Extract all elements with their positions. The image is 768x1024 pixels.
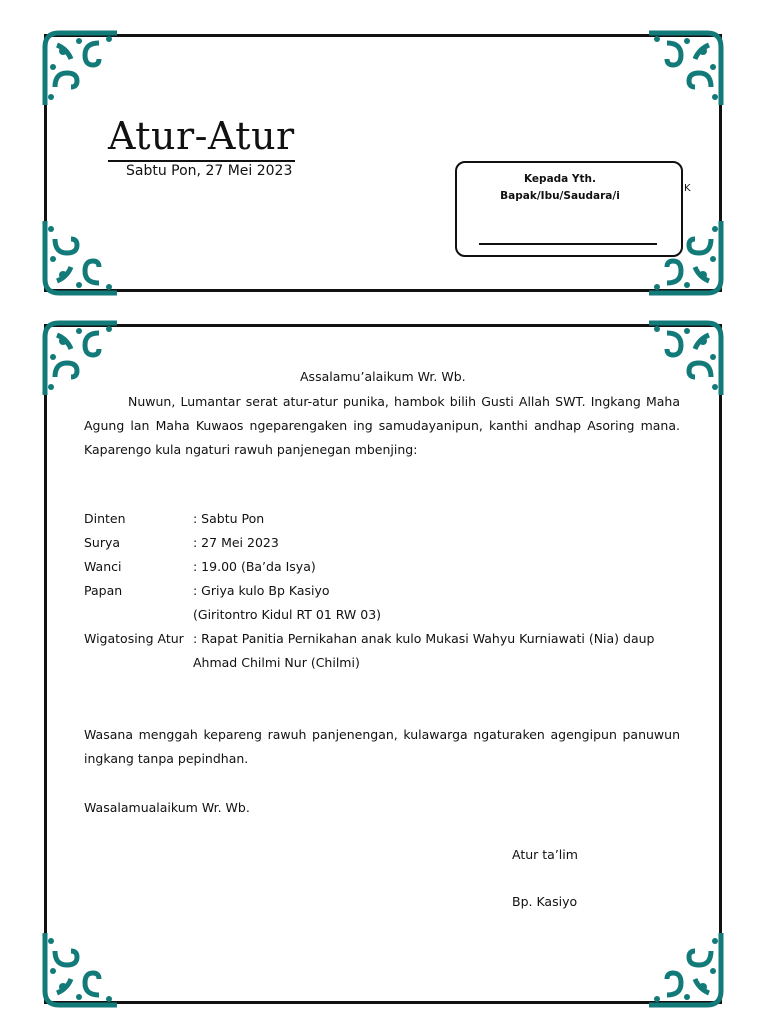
address-line-1: Kepada Yth. bbox=[523, 173, 597, 185]
corner-ornament-icon bbox=[643, 27, 727, 111]
signature-role: Atur ta’lim bbox=[512, 847, 578, 862]
page-title: Atur-Atur bbox=[108, 114, 295, 162]
corner-ornament-icon bbox=[643, 317, 727, 401]
header-date: Sabtu Pon, 27 Mei 2023 bbox=[126, 163, 293, 179]
detail-label: Wanci bbox=[84, 559, 122, 574]
detail-value: : Sabtu Pon bbox=[193, 511, 265, 526]
detail-label: Dinten bbox=[84, 511, 126, 526]
address-side-mark: K bbox=[684, 183, 691, 194]
detail-value-continued: (Giritontro Kidul RT 01 RW 03) bbox=[193, 607, 382, 622]
corner-ornament-icon bbox=[39, 927, 123, 1011]
address-box bbox=[455, 161, 683, 257]
detail-label: Wigatosing Atur bbox=[84, 631, 184, 646]
farewell: Wasalamualaikum Wr. Wb. bbox=[84, 800, 250, 815]
signature-name: Bp. Kasiyo bbox=[512, 894, 578, 909]
detail-value-continued: Ahmad Chilmi Nur (Chilmi) bbox=[193, 655, 360, 670]
detail-value: : Griya kulo Bp Kasiyo bbox=[193, 583, 330, 598]
corner-ornament-icon bbox=[39, 215, 123, 299]
corner-ornament-icon bbox=[39, 317, 123, 401]
detail-value: : 19.00 (Ba’da Isya) bbox=[193, 559, 316, 574]
detail-label: Surya bbox=[84, 535, 121, 550]
detail-label: Papan bbox=[84, 583, 123, 598]
corner-ornament-icon bbox=[643, 927, 727, 1011]
address-name-line bbox=[479, 243, 657, 245]
greeting: Assalamu’alaikum Wr. Wb. bbox=[300, 369, 466, 384]
closing-paragraph: Wasana menggah kepareng rawuh panjenengan, kulawarga ngaturaken agengipun panuwun ingkang tanpa pepindhan. bbox=[84, 727, 680, 766]
detail-value: : 27 Mei 2023 bbox=[193, 535, 279, 550]
intro-paragraph: Nuwun, Lumantar serat atur-atur punika, hambok bilih Gusti Allah SWT. Ingkang Maha Agung lan Maha Kuwaos ngeparengaken ing samudayanipun, kanthi andhap Asoring mana. Kaparengo kula ngaturi rawuh panjenegan mbenjing: bbox=[84, 394, 680, 457]
address-line-2: Bapak/Ibu/Saudara/i bbox=[500, 190, 620, 202]
detail-value: : Rapat Panitia Pernikahan anak kulo Mukasi Wahyu Kurniawati (Nia) daup bbox=[193, 631, 655, 646]
corner-ornament-icon bbox=[39, 27, 123, 111]
